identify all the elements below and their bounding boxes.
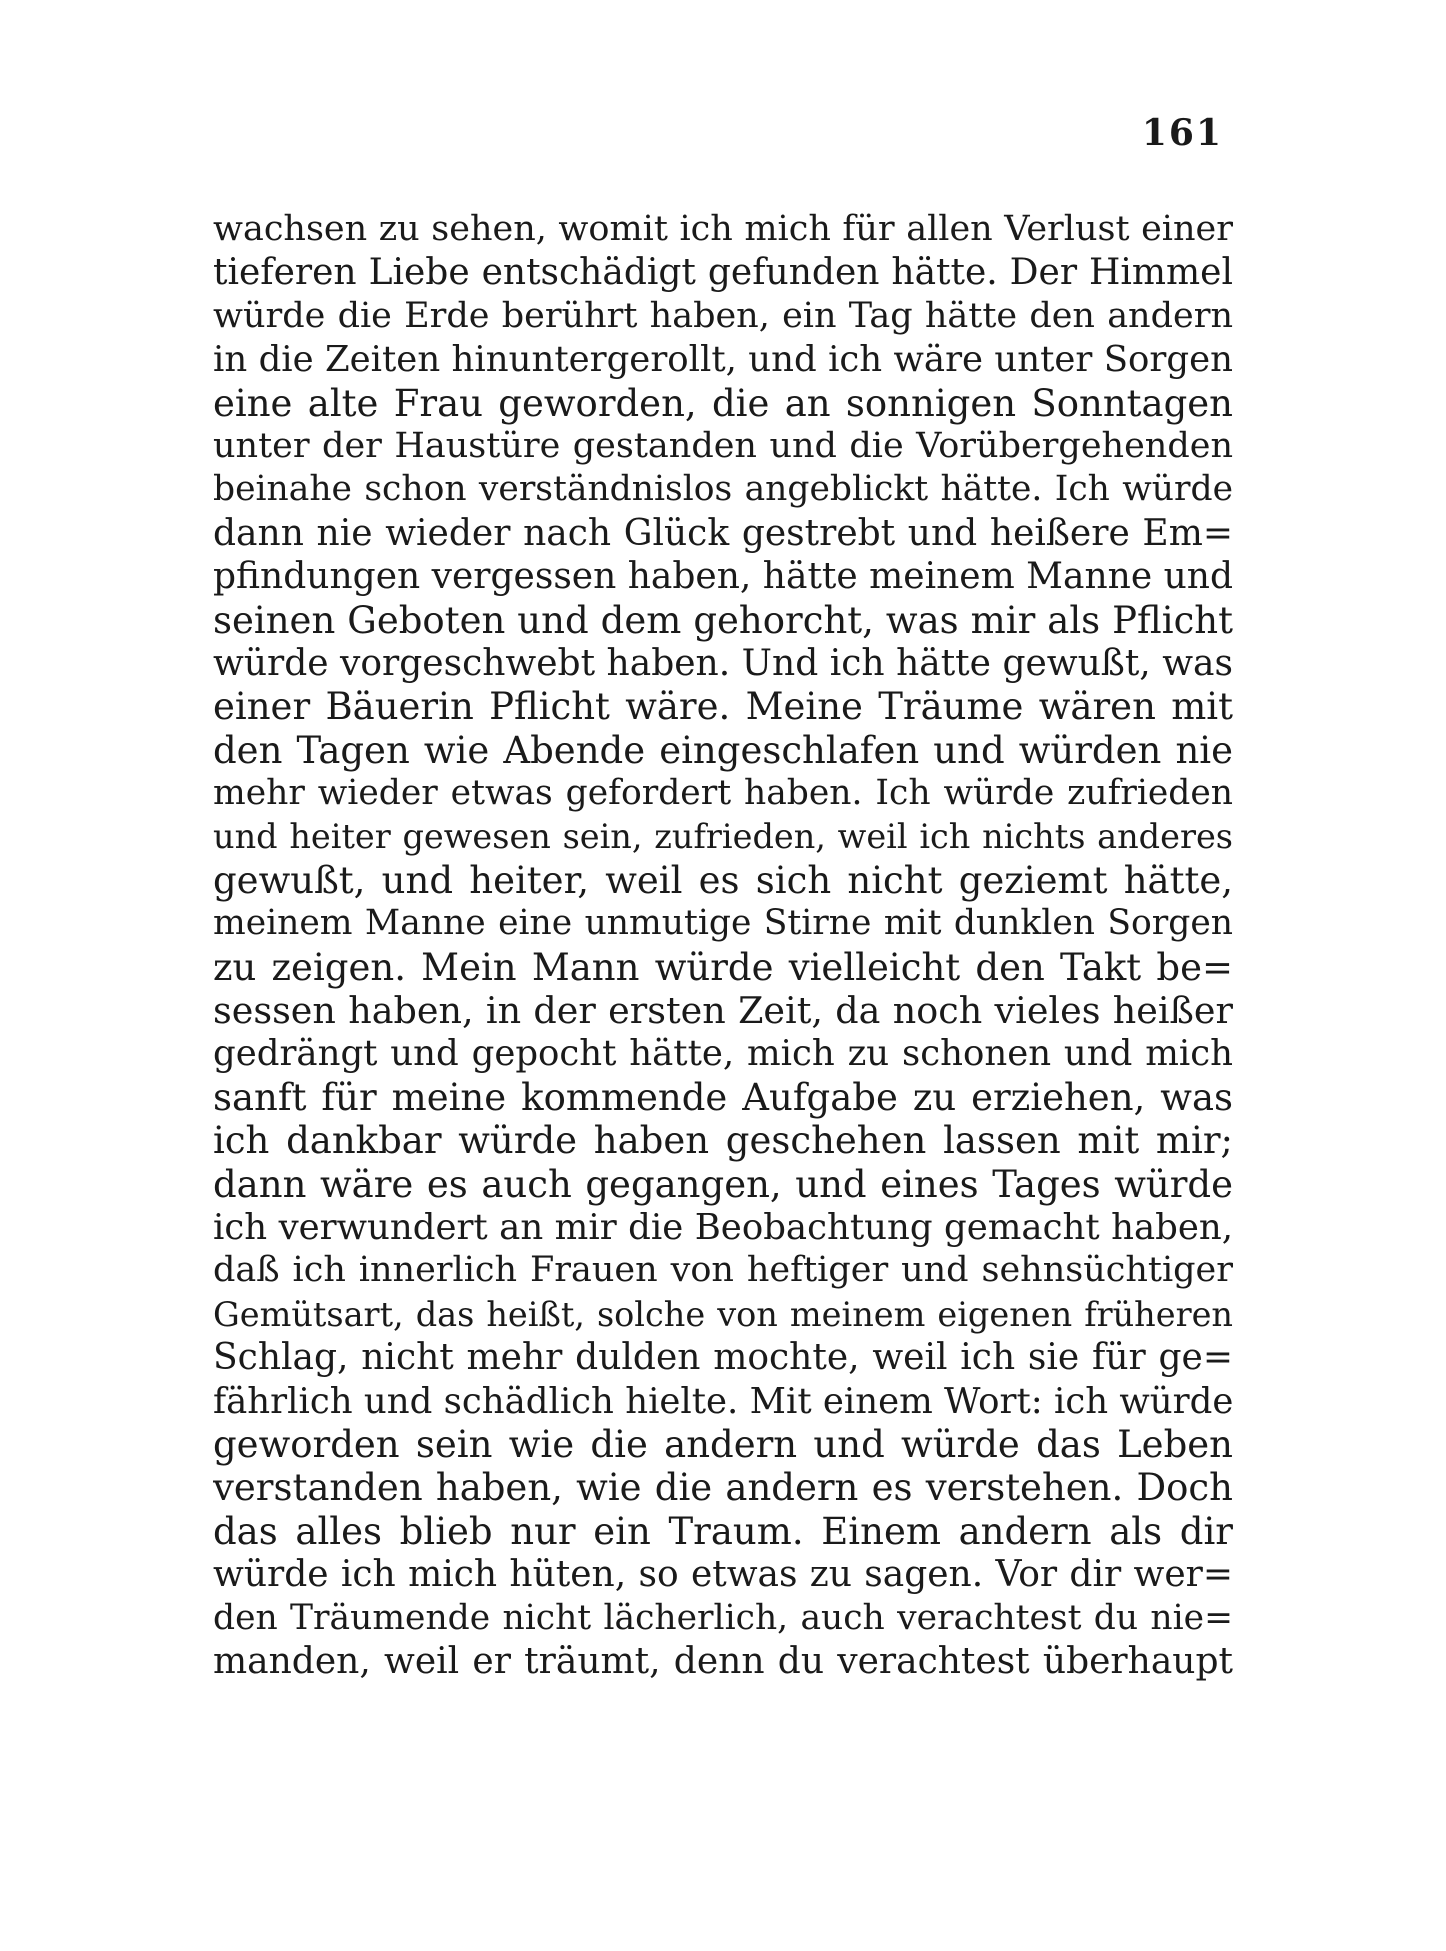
text-line: unter der Haustüre gestanden und die Vorübergehenden <box>213 425 1233 466</box>
text-line: meinem Manne eine unmutige Stirne mit dunklen Sorgen <box>213 903 1233 944</box>
text-line: den Träumende nicht lächerlich, auch verachtest du nie= <box>213 1597 1233 1638</box>
text-line: sessen haben, in der ersten Zeit, da noch vieles heißer <box>213 989 1233 1033</box>
text-line: mehr wieder etwas gefordert haben. Ich würde zufrieden <box>213 773 1233 814</box>
text-line: das alles blieb nur ein Traum. Einem andern als dir <box>213 1509 1233 1553</box>
text-line: dann wäre es auch gegangen, und eines Tages würde <box>213 1162 1233 1206</box>
text-line: würde ich mich hüten, so etwas zu sagen. Vor dir wer= <box>213 1554 1233 1596</box>
body-text <box>213 208 1233 1683</box>
text-line: ich verwundert an mir die Beobachtung gemacht haben, <box>213 1206 1233 1248</box>
text-line: wachsen zu sehen, womit ich mich für allen Verlust einer <box>213 209 1233 249</box>
text-line: würde vorgeschwebt haben. Und ich hätte gewußt, was <box>213 642 1233 684</box>
text-line: und heiter gewesen sein, zufrieden, weil ich nichts anderes <box>213 817 1233 857</box>
page-number: 161 <box>1141 112 1223 154</box>
text-line: sanft für meine kommende Aufgabe zu erziehen, was <box>213 1075 1233 1119</box>
text-line: in die Zeiten hinuntergerollt, und ich wäre unter Sorgen <box>213 339 1233 381</box>
text-line: pfindungen vergessen haben, hätte meinem Manne und <box>213 556 1233 598</box>
text-line: verstanden haben, wie die andern es verstehen. Doch <box>213 1466 1233 1510</box>
text-line: ich dankbar würde haben geschehen lassen mit mir; <box>213 1119 1233 1163</box>
text-line: zu zeigen. Mein Mann würde vielleicht den Takt be= <box>213 945 1233 989</box>
text-line: geworden sein wie die andern und würde das Leben <box>213 1422 1233 1466</box>
text-line: einer Bäuerin Pflicht wäre. Meine Träume wären mit <box>213 685 1233 729</box>
text-line: beinahe schon verständnislos angeblickt hätte. Ich würde <box>213 469 1233 510</box>
text-line: Gemütsart, das heißt, solche von meinem eigenen früheren <box>213 1294 1233 1334</box>
text-line: eine alte Frau geworden, die an sonnigen Sonntagen <box>213 381 1233 425</box>
text-line: würde die Erde berührt haben, ein Tag hätte den andern <box>213 295 1233 336</box>
text-line: gewußt, und heiter, weil es sich nicht geziemt hätte, <box>213 858 1233 902</box>
text-line: fährlich und schädlich hielte. Mit einem Wort: ich würde <box>213 1380 1233 1422</box>
text-line: den Tagen wie Abende eingeschlafen und würden nie <box>213 728 1233 772</box>
text-line: gedrängt und gepocht hätte, mich zu schonen und mich <box>213 1033 1233 1075</box>
text-line: daß ich innerlich Frauen von heftiger und sehnsüchtiger <box>213 1250 1233 1291</box>
text-line: dann nie wieder nach Glück gestrebt und heißere Em= <box>213 512 1233 554</box>
text-line: tieferen Liebe entschädigt gefunden hätte. Der Himmel <box>213 252 1233 294</box>
text-line: Schlag, nicht mehr dulden mochte, weil ich sie für ge= <box>213 1337 1233 1379</box>
text-line: manden, weil er träumt, denn du verachtest überhaupt <box>213 1640 1233 1682</box>
text-line: seinen Geboten und dem gehorcht, was mir als Pflicht <box>213 598 1233 642</box>
